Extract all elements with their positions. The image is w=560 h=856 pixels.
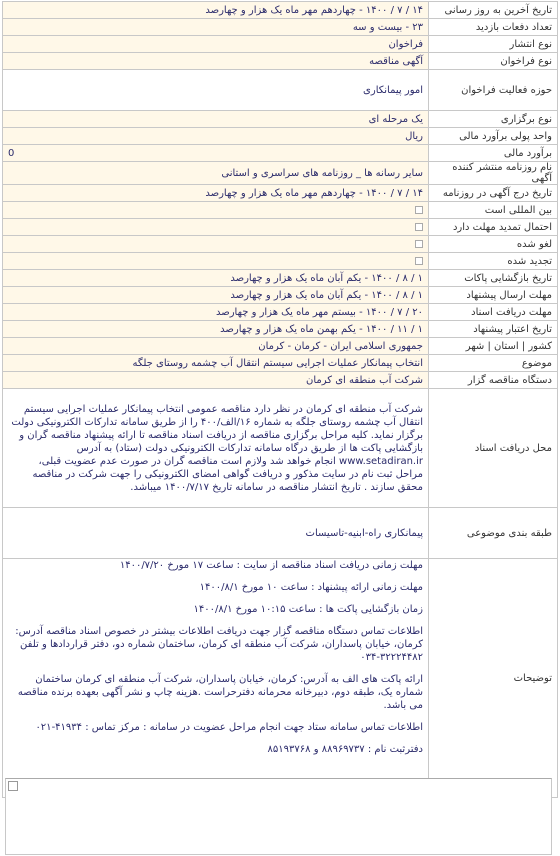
row-newspaper: [3, 162, 558, 185]
row-estimate: [3, 145, 558, 162]
note-contact-organizer: اطلاعات تماس دستگاه مناقصه گزار جهت دریافت اطلاعات بیشتر در خصوص اسناد مناقصه آدرس: کرمان، خیابان پاسداران، شرکت آب منطقه ای کرمان، ساختمان شماره دو، دفتر قراردادها و تلفن ۳۲۲۲۴۴۸۲-۰۳۴: [15, 626, 423, 663]
row-last-update: [3, 2, 558, 19]
note-registration-office: دفترثبت نام : ۸۸۹۶۹۷۳۷ و ۸۵۱۹۳۷۶۸: [267, 744, 423, 755]
row-international: [3, 202, 558, 219]
row-proposal-deadline: [3, 287, 558, 304]
value-organizer: شرکت آب منطقه ای کرمان: [3, 372, 429, 389]
value-opening-date: ۱ / ۸ / ۱۴۰۰ - یکم آبان ماه یک هزار و چهارصد: [3, 270, 429, 287]
label-visits: تعداد دفعات بازدید: [429, 19, 558, 36]
label-docs-deadline: مهلت دریافت اسناد: [429, 304, 558, 321]
label-newspaper-date: تاریخ درج آگهی در روزنامه: [429, 185, 558, 202]
value-notes: [3, 559, 429, 798]
note-docs-time: مهلت زمانی دریافت اسناد مناقصه از سایت : ساعت ۱۷ مورخ ۱۴۰۰/۷/۲۰: [119, 560, 423, 571]
value-location: جمهوری اسلامی ایران - کرمان - کرمان: [3, 338, 429, 355]
value-activity-area: امور پیمانکاری: [3, 70, 429, 111]
row-location: [3, 338, 558, 355]
label-category: طبقه بندی موضوعی: [429, 508, 558, 559]
renewed-checkbox: [415, 257, 423, 265]
value-last-update: ۱۴ / ۷ / ۱۴۰۰ - چهاردهم مهر ماه یک هزار و چهارصد: [3, 2, 429, 19]
value-docs-receipt: شرکت آب منطقه ای کرمان در نظر دارد مناقصه عمومی انتخاب پیمانکار عملیات اجرایی سیستم انتقال آب چشمه روستای جلگه به شماره ۱۶/الف/۴۰۰ را از طریق سامانه تدارکات الکترونیکی دولت برگزار نماید. کلیه مراحل برگزاری مناقصه از دریافت اسناد مناقصه تا ارائه پیشنهاد مناقصه گران و بازگشایی پاکت ها از طریق درگاه سامانه تدارکات الکترونیکی دولت (ستاد) به آدرس www.setadiran.ir انجام خواهد شد ولازم است مناقصه گران در صورت عدم عضویت قبلی، مراحل ثبت نام در سایت مذکور و دریافت گواهی امضای الکترونیکی را جهت شرکت در مناقصه محقق سازند . تاریخ انتشار مناقصه در سامانه تاریخ ۱۴۰۰/۷/۱۷ میباشد.: [3, 389, 429, 508]
label-validity: تاریخ اعتبار پیشنهاد: [429, 321, 558, 338]
row-activity-area: [3, 70, 558, 111]
row-organizer: [3, 372, 558, 389]
extension-checkbox: [415, 223, 423, 231]
value-visits: ۲۳ - بیست و سه: [3, 19, 429, 36]
value-currency: ریال: [3, 128, 429, 145]
label-newspaper: نام روزنامه منتشر کننده آگهی: [429, 162, 558, 185]
row-subject: [3, 355, 558, 372]
row-notes: [3, 559, 558, 798]
tender-table: [2, 1, 558, 798]
label-cancelled: لغو شده: [429, 236, 558, 253]
label-subject: موضوع: [429, 355, 558, 372]
row-publish-type: [3, 36, 558, 53]
row-renewed: [3, 253, 558, 270]
label-activity-area: حوزه فعالیت فراخوان: [429, 70, 558, 111]
row-visits: [3, 19, 558, 36]
row-call-type: [3, 53, 558, 70]
row-holding-type: [3, 111, 558, 128]
row-docs-deadline: [3, 304, 558, 321]
label-organizer: دستگاه مناقصه گزار: [429, 372, 558, 389]
tender-details: [2, 1, 558, 798]
note-envelope-address: ارائه پاکت های الف به آدرس: کرمان، خیابان پاسداران، شرکت آب منطقه ای کرمان ساختمان شماره یک، طبقه دوم، دبیرخانه محرمانه دفترحراست .هزینه چاپ و نشر آگهی بعهده برنده مناقصه می باشد.: [17, 674, 423, 711]
cancelled-checkbox: [415, 240, 423, 248]
label-opening-date: تاریخ بازگشایی پاکات: [429, 270, 558, 287]
label-currency: واحد پولی برآورد مالی: [429, 128, 558, 145]
label-publish-type: نوع انتشار: [429, 36, 558, 53]
label-estimate: برآورد مالی: [429, 145, 558, 162]
label-docs-receipt: محل دریافت اسناد: [429, 389, 558, 508]
label-last-update: تاریخ آخرین به روز رسانی: [429, 2, 558, 19]
international-checkbox: [415, 206, 423, 214]
label-international: بین المللی است: [429, 202, 558, 219]
value-holding-type: یک مرحله ای: [3, 111, 429, 128]
row-docs-receipt: [3, 389, 558, 508]
note-proposal-time: مهلت زمانی ارائه پیشنهاد : ساعت ۱۰ مورخ ۱۴۰۰/۸/۱: [199, 582, 423, 593]
note-setad-contact: اطلاعات تماس سامانه ستاد جهت انجام مراحل عضویت در سامانه : مرکز تماس : ۴۱۹۳۴-۰۲۱: [35, 722, 423, 733]
corner-mark: [8, 781, 18, 791]
value-subject: انتخاب پیمانکار عملیات اجرایی سیستم انتقال آب چشمه روستای جلگه: [3, 355, 429, 372]
label-holding-type: نوع برگزاری: [429, 111, 558, 128]
label-proposal-deadline: مهلت ارسال پیشنهاد: [429, 287, 558, 304]
label-call-type: نوع فراخوان: [429, 53, 558, 70]
row-cancelled: [3, 236, 558, 253]
value-newspaper-date: ۱۴ / ۷ / ۱۴۰۰ - چهاردهم مهر ماه یک هزار و چهارصد: [3, 185, 429, 202]
row-extension: [3, 219, 558, 236]
value-validity: ۱ / ۱۱ / ۱۴۰۰ - یکم بهمن ماه یک هزار و چهارصد: [3, 321, 429, 338]
value-newspaper: سایر رسانه ها _ روزنامه های سراسری و استانی: [3, 162, 429, 185]
row-validity: [3, 321, 558, 338]
label-renewed: تجدید شده: [429, 253, 558, 270]
footer-box: [5, 778, 552, 855]
label-extension: احتمال تمدید مهلت دارد: [429, 219, 558, 236]
label-notes: توضیحات: [429, 559, 558, 798]
value-category: پیمانکاری راه-ابنیه-تاسیسات: [3, 508, 429, 559]
value-publish-type: فراخوان: [3, 36, 429, 53]
value-proposal-deadline: ۱ / ۸ / ۱۴۰۰ - یکم آبان ماه یک هزار و چهارصد: [3, 287, 429, 304]
label-location: کشور | استان | شهر: [429, 338, 558, 355]
value-call-type: آگهی مناقصه: [3, 53, 429, 70]
note-opening-time: زمان بازگشایی پاکت ها : ساعت ۱۰:۱۵ مورخ ۱۴۰۰/۸/۱: [193, 604, 423, 615]
row-category: [3, 508, 558, 559]
value-docs-deadline: ۲۰ / ۷ / ۱۴۰۰ - بیستم مهر ماه یک هزار و چهارصد: [3, 304, 429, 321]
row-newspaper-date: [3, 185, 558, 202]
row-currency: [3, 128, 558, 145]
value-estimate: 0: [3, 145, 429, 162]
row-opening-date: [3, 270, 558, 287]
